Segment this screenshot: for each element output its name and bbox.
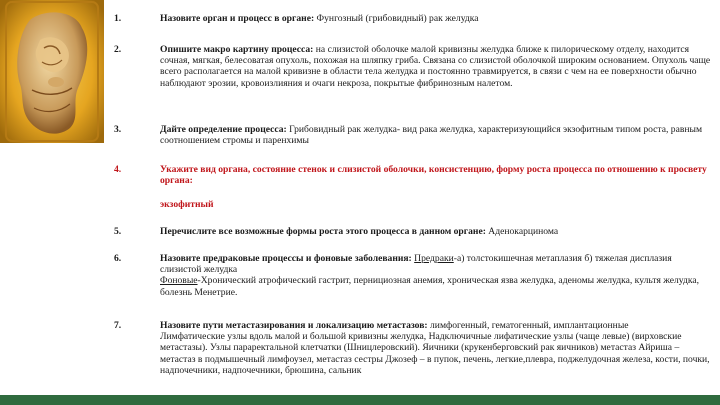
question-1 [114, 13, 714, 24]
question-number: 4. [114, 164, 122, 175]
question-answer: Аденокарцинома [485, 226, 559, 237]
bottom-bar [0, 395, 720, 405]
question-6 [114, 253, 714, 298]
question-label: Опишите макро картину процесса: [160, 44, 314, 55]
specimen-photo [0, 0, 104, 143]
metastasis-details-cont: надпочечники, брюшина, сальник [222, 364, 362, 376]
question-label: Назовите пути метастазирования и локализацию метастазов: [160, 320, 428, 331]
question-number: 6. [114, 253, 122, 264]
question-label: Укажите вид органа, состояние стенок и слизистой оболочки, консистенцию, форму роста процесса по отношению к просвету органа: [160, 164, 707, 187]
question-number: 7. [114, 320, 122, 331]
question-7 [114, 320, 714, 376]
question-5 [114, 226, 714, 237]
question-3 [114, 124, 714, 146]
question-label: Перечислите все возможные формы роста этого процесса в данном органе: [160, 226, 486, 237]
question-label: Дайте определение процесса: [160, 124, 287, 135]
question-label: Назовите орган и процесс в органе: [160, 13, 315, 24]
question-answer: на слизистой оболочке малой кривизны желудка ближе к пилорическому отделу, находится сочная, мягкая, белесоватая опухоль, похожая на шляпку гриба. Связана со слизистой оболочкой широким основанием. Опухоль чаще всего располагается на малой кривизне в области тела желудка и постоянно травмируется, в связи с чем на ее поверхности обычно наблюдают эрозии, кровоизлияния и очаги некроза, покрытые фибринозным налетом. [160, 44, 711, 89]
metastasis-details: Лимфатические узлы вдоль малой и большой кривизны желудка, Надключичные лифатические узлы (чаще левые) (вирховские метастазы). Узлы параректальной клетчатки (Шницлеровский). Яичники (крукенберговский рак яичников) метастаз Айриша – метастаз в подмышечный лимфоузел, метастаз сестры Джозеф – в пупок, печень, легкие,плевра, поджелудочная железа, кости, почки, надпочечники, [160, 331, 710, 376]
question-label: Назовите предраковые процессы и фоновые заболевания: [160, 253, 412, 264]
question-answer: лимфогенный, гематогенный, имплантационные [427, 320, 629, 331]
background-label: Фоновые [160, 275, 198, 287]
question-number: 2. [114, 44, 122, 55]
precancer-text: -а) толстокишечная метаплазия б) тяжелая дисплазия слизистой желудка [160, 253, 672, 276]
question-number: 5. [114, 226, 122, 237]
question-2 [114, 44, 714, 89]
question-answer: Фунгозный (грибовидный) рак желудка [314, 13, 479, 24]
background-text: -Хронический атрофический гастрит, пернициозная анемия, хроническая язва желудка, аденомы желудка, культя желудка, болезнь Менетрие. [160, 275, 700, 298]
precancer-label: Предраки [414, 253, 454, 264]
question-answer: Грибовидный рак желудка- вид рака желудка, характеризующийся экзофитным типом роста, равным соотношением стромы и паренхимы [160, 124, 703, 147]
question-4 [114, 164, 714, 186]
answer-4: экзофитный [160, 199, 214, 210]
question-number: 1. [114, 13, 122, 24]
question-number: 3. [114, 124, 122, 135]
